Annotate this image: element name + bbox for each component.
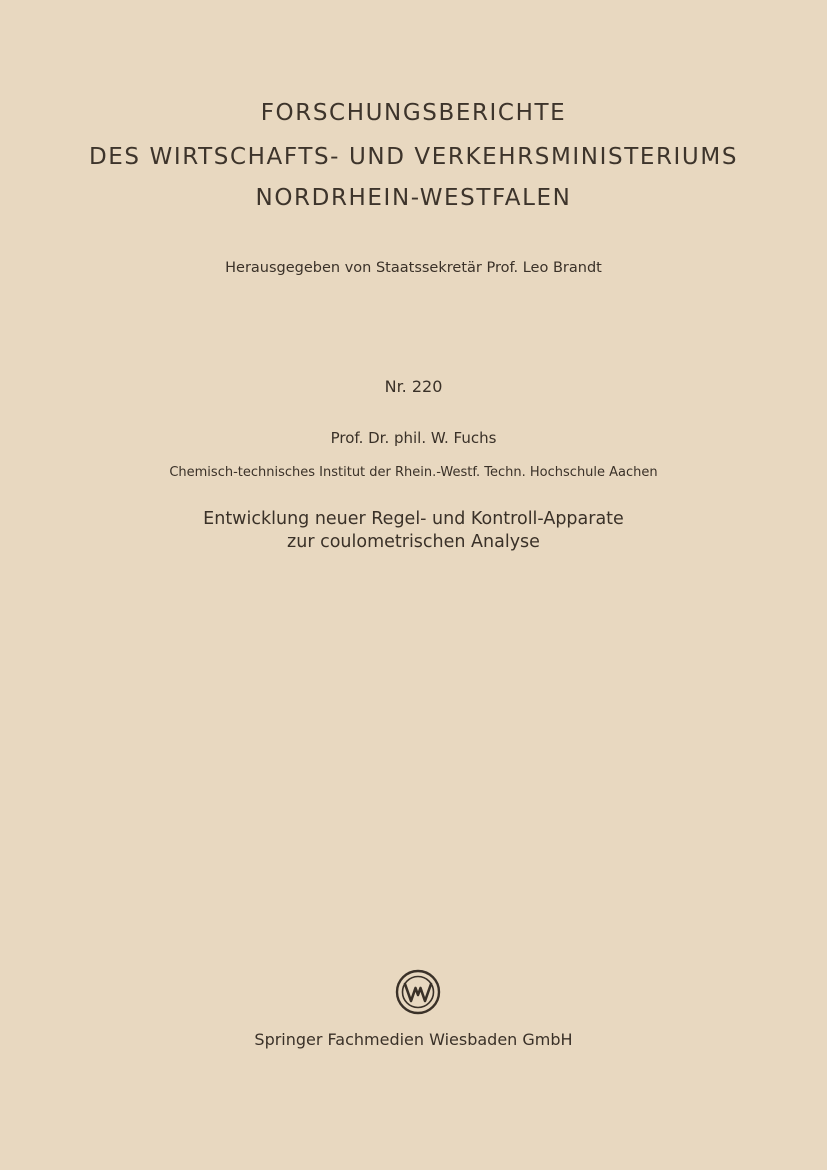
series-title-line-2: DES WIRTSCHAFTS- UND VERKEHRSMINISTERIUMS — [88, 144, 739, 170]
editor-line: Herausgegeben von Staatssekretär Prof. Leo Brandt — [225, 260, 602, 276]
report-title-line-2: zur coulometrischen Analyse — [287, 532, 540, 552]
series-title-line-1: FORSCHUNGSBERICHTE — [260, 100, 567, 126]
springer-vw-logo-icon — [394, 968, 442, 1016]
publisher-name: Springer Fachmedien Wiesbaden GmbH — [254, 1030, 573, 1049]
report-number: Nr. 220 — [384, 377, 443, 396]
report-title-line-1: Entwicklung neuer Regel- und Kontroll-Apparate — [203, 509, 624, 529]
author-name: Prof. Dr. phil. W. Fuchs — [330, 429, 497, 447]
series-title-line-3: NORDRHEIN-WESTFALEN — [255, 185, 572, 211]
author-institute: Chemisch-technisches Institut der Rhein.-Westf. Techn. Hochschule Aachen — [169, 465, 658, 480]
